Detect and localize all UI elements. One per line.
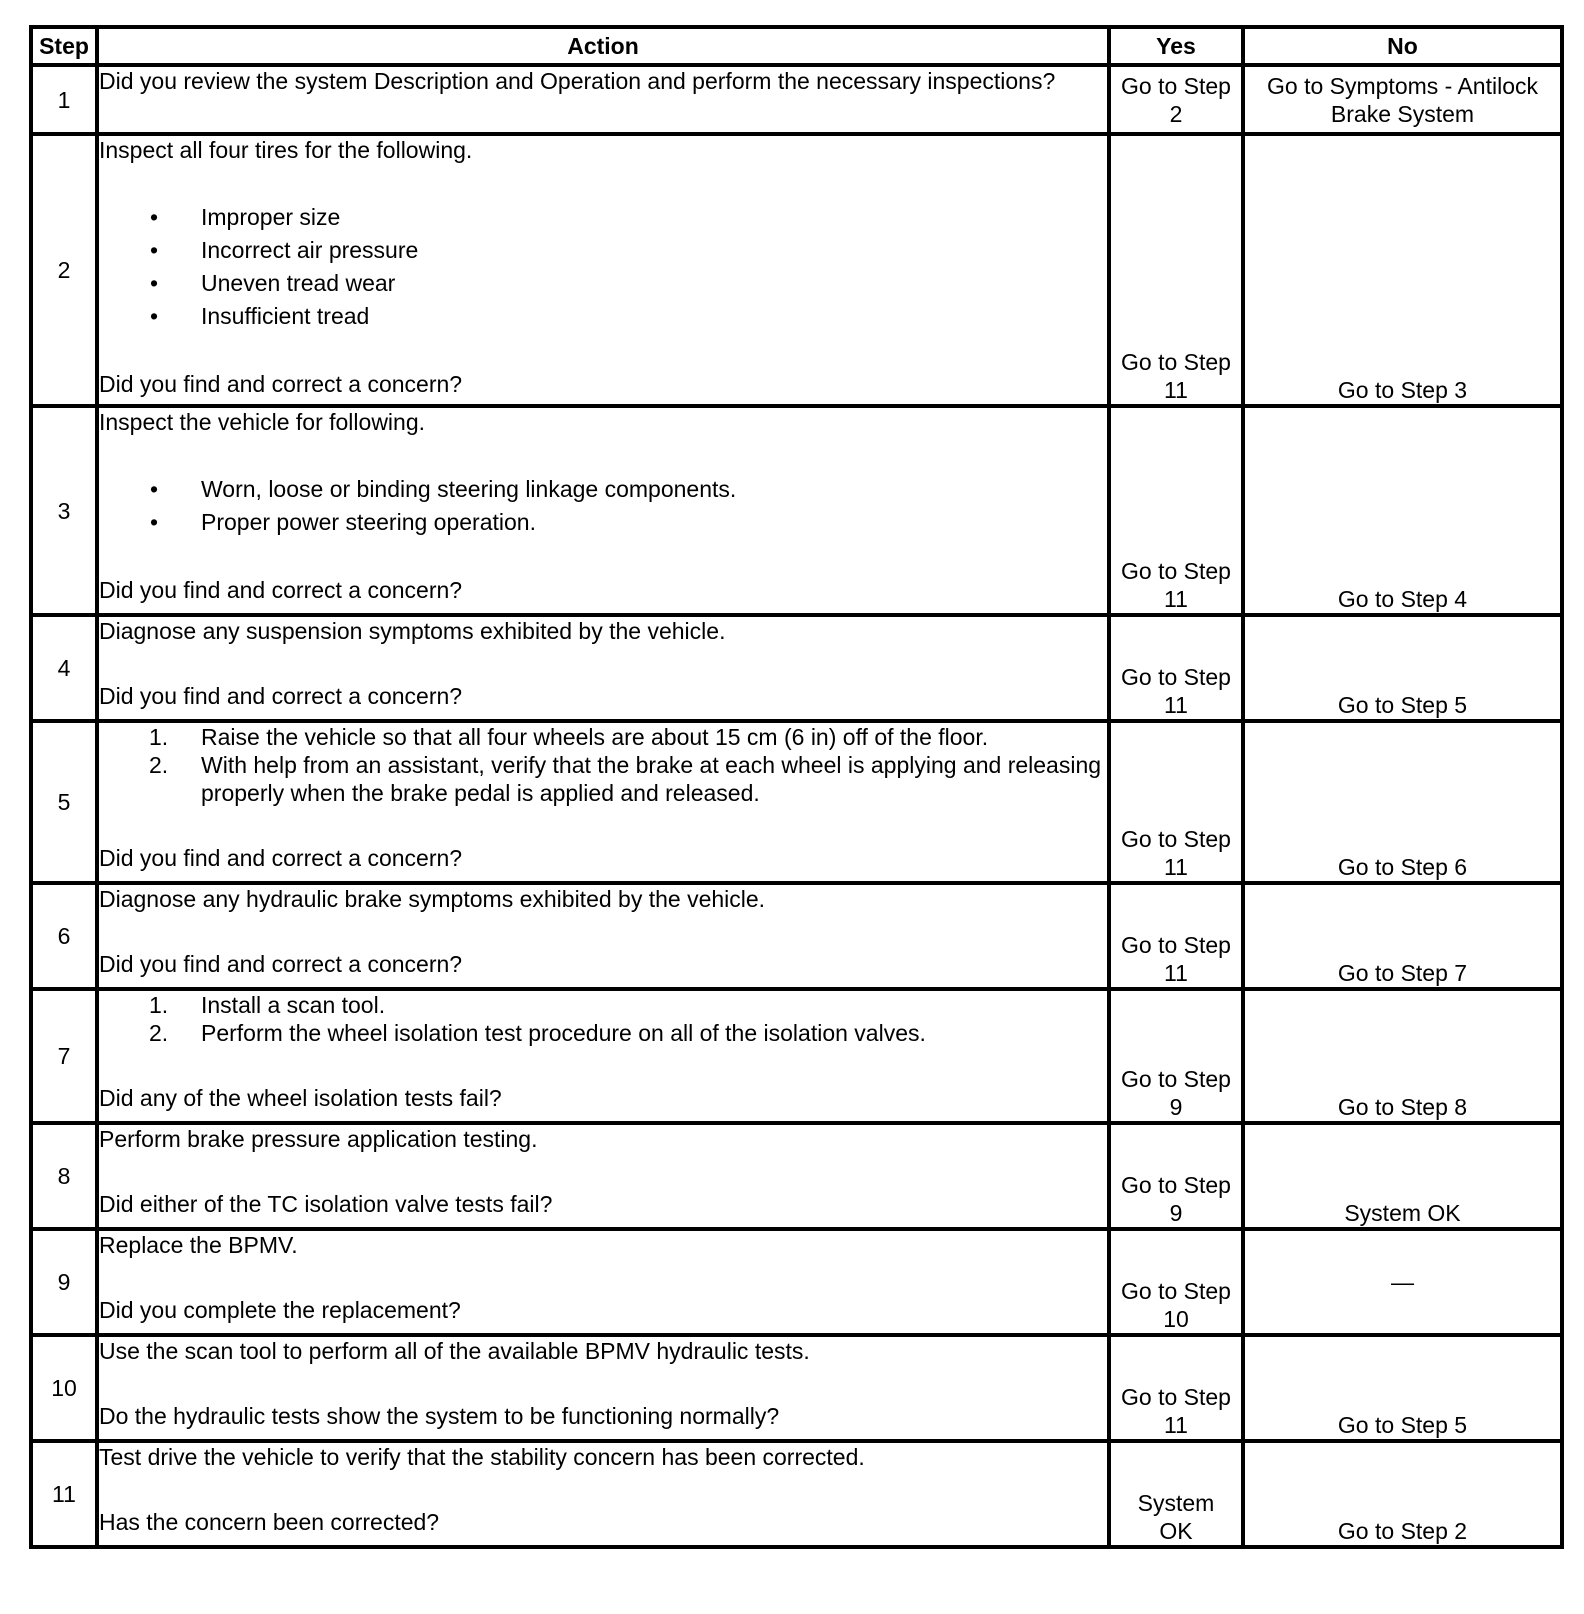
yes-cell [1109,1123,1243,1229]
diagnostic-table [29,25,1564,1549]
step-number: 1 [31,65,97,134]
yes-line: 2 [1169,100,1183,127]
header-no: No [1243,27,1562,65]
item-text: With help from an assistant, verify that the brake at each wheel is applying and releasing properly when the brake pedal is applied and released. [201,752,1102,806]
yes-line: 10 [1163,1306,1189,1332]
no-line: System OK [1344,1200,1461,1226]
step-number: 5 [31,721,97,883]
action-question: Has the concern been corrected? [99,1509,440,1535]
item-text: Raise the vehicle so that all four wheels are about 15 cm (6 in) off of the floor. [201,724,989,750]
action-question: Did you find and correct a concern? [99,951,463,977]
action-cell [97,1123,1109,1229]
action-question: Did either of the TC isolation valve tests fail? [99,1191,553,1217]
no-cell [1243,1229,1562,1335]
no-cell [1243,406,1562,615]
numbered-item [99,1019,1107,1047]
action-cell [97,1229,1109,1335]
yes-cell [1109,721,1243,883]
item-text: Perform the wheel isolation test procedure on all of the isolation valves. [201,1020,926,1046]
numbered-list [99,991,1107,1047]
yes-line: Go to Step [1121,1384,1231,1410]
bullet-item: • Worn, loose or binding steering linkage components. [99,473,1107,506]
action-intro: Inspect the vehicle for following. [99,409,426,435]
yes-line: Go to Step [1121,1278,1231,1304]
no-cell [1243,883,1562,989]
action-question: Did any of the wheel isolation tests fail? [99,1085,502,1111]
action-cell [97,989,1109,1123]
yes-cell [1109,1441,1243,1547]
step-number: 7 [31,989,97,1123]
yes-line: Go to Step [1121,826,1231,852]
item-number: 1. [149,992,169,1018]
item-text: Install a scan tool. [201,992,386,1018]
numbered-item [99,723,1107,751]
item-number: 1. [149,724,169,750]
table-row [31,883,1562,989]
item-number: 2. [149,752,169,778]
action-cell [97,406,1109,615]
no-cell [1243,615,1562,721]
step-number: 4 [31,615,97,721]
step-number: 6 [31,883,97,989]
bullet-item: • Insufficient tread [99,300,1107,333]
no-cell [1243,1441,1562,1547]
header-row [31,27,1562,65]
yes-cell [1109,134,1243,406]
step-number: 3 [31,406,97,615]
header-yes: Yes [1109,27,1243,65]
no-line: Go to Step 5 [1337,692,1468,718]
yes-line: 9 [1169,1094,1183,1120]
yes-cell [1109,883,1243,989]
no-cell [1243,1335,1562,1441]
bullet-list [99,201,1107,333]
yes-cell [1109,1229,1243,1335]
action-question: Did you find and correct a concern? [99,371,463,397]
no-cell [1243,65,1562,134]
step-number: 2 [31,134,97,406]
action-intro: Inspect all four tires for the following. [99,137,473,163]
yes-line: Go to Step [1121,558,1231,584]
action-intro: Diagnose any hydraulic brake symptoms exhibited by the vehicle. [99,886,766,912]
action-cell [97,721,1109,883]
numbered-item [99,751,1107,807]
action-intro: Use the scan tool to perform all of the available BPMV hydraulic tests. [99,1338,810,1364]
action-intro: Perform brake pressure application testing. [99,1126,538,1152]
yes-cell [1109,406,1243,615]
step-number: 10 [31,1335,97,1441]
action-cell [97,615,1109,721]
yes-cell [1109,65,1243,134]
table-row [31,989,1562,1123]
yes-cell [1109,1335,1243,1441]
action-cell [97,883,1109,989]
yes-line: Go to Step [1121,349,1231,375]
yes-line: 11 [1164,377,1188,403]
action-cell [97,1335,1109,1441]
numbered-list [99,723,1107,807]
no-cell [1243,134,1562,406]
no-cell [1243,1123,1562,1229]
bullet-item: • Uneven tread wear [99,267,1107,300]
action-question: Did you find and correct a concern? [99,577,463,603]
action-cell [97,65,1109,134]
action-intro: Diagnose any suspension symptoms exhibited by the vehicle. [99,618,726,644]
no-line: Go to Step 5 [1337,1412,1468,1438]
table-row [31,65,1562,134]
no-line: Go to Step 4 [1337,586,1468,612]
table-row [31,406,1562,615]
bullet-item: • Incorrect air pressure [99,234,1107,267]
action-intro: Test drive the vehicle to verify that the stability concern has been corrected. [99,1444,865,1470]
action-cell [97,134,1109,406]
table-row [31,1335,1562,1441]
yes-line: 11 [1164,1412,1188,1438]
yes-line: Go to Step [1121,664,1231,690]
action-intro: Replace the BPMV. [99,1232,298,1258]
yes-line: 11 [1164,692,1188,718]
yes-line: Go to Step [1121,72,1231,99]
action-cell [97,1441,1109,1547]
table-row [31,721,1562,883]
numbered-item [99,991,1107,1019]
action-question: Did you review the system Description and Operation and perform the necessary inspections? [99,68,1056,94]
no-line: Go to Step 8 [1337,1094,1468,1120]
yes-line: Go to Step [1121,1172,1231,1198]
table-row [31,134,1562,406]
table-row [31,615,1562,721]
no-line: Go to Step 2 [1337,1518,1468,1544]
yes-line: Go to Step [1121,1066,1231,1092]
no-line: Brake System [1330,100,1475,127]
step-number: 11 [31,1441,97,1547]
yes-line: 11 [1164,960,1188,986]
yes-line: OK [1159,1518,1193,1544]
action-question: Did you find and correct a concern? [99,683,463,709]
item-number: 2. [149,1020,169,1046]
action-question: Do the hydraulic tests show the system to be functioning normally? [99,1403,780,1429]
no-line: Go to Step 3 [1337,377,1468,403]
no-cell [1243,721,1562,883]
bullet-item: • Proper power steering operation. [99,506,1107,539]
no-line: Go to Symptoms - Antilock [1267,72,1538,99]
yes-line: System [1137,1490,1215,1516]
table-row [31,1441,1562,1547]
step-number: 8 [31,1123,97,1229]
yes-cell [1109,989,1243,1123]
bullet-item: • Improper size [99,201,1107,234]
yes-line: 11 [1164,586,1188,612]
no-line: Go to Step 7 [1337,960,1468,986]
yes-line: Go to Step [1121,932,1231,958]
yes-cell [1109,615,1243,721]
step-number: 9 [31,1229,97,1335]
yes-line: 9 [1169,1200,1183,1226]
no-cell [1243,989,1562,1123]
bullet-list [99,473,1107,539]
no-dash: — [1391,1269,1414,1295]
no-line: Go to Step 6 [1337,854,1468,880]
header-action: Action [97,27,1109,65]
table-row [31,1229,1562,1335]
action-question: Did you find and correct a concern? [99,845,463,871]
action-question: Did you complete the replacement? [99,1297,461,1323]
header-step: Step [31,27,97,65]
yes-line: 11 [1164,854,1188,880]
table-row [31,1123,1562,1229]
